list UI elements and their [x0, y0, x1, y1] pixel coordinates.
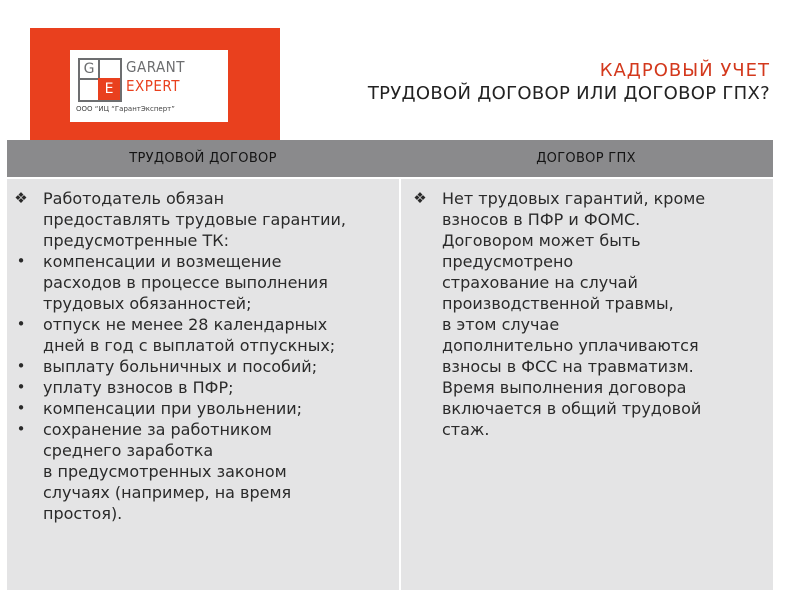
title-line-1: КАДРОВЫЙ УЧЕТ: [599, 60, 770, 81]
logo-panel: [70, 50, 228, 122]
garant-expert-logo: [30, 28, 280, 142]
dot-bullet-icon: •: [16, 357, 26, 375]
logo-word-expert: EXPERT: [126, 77, 180, 95]
list-item: [11, 377, 396, 398]
column-divider: [399, 177, 401, 590]
list-item-text: Нет трудовых гарантий, кроме взносов в ПФР и ФОМС. Договором может быть предусмотрено страхование на случай производственной травмы, в этом случае дополнительно уплачиваются взносы в ФСС на травматизм. Время выполнения договора включается в общий трудовой стаж.: [442, 189, 706, 439]
comparison-table: [7, 140, 773, 590]
list-item-text: уплату взносов в ПФР;: [43, 378, 234, 397]
diamond-bullet-icon: ❖: [413, 189, 427, 207]
dot-bullet-icon: •: [16, 420, 26, 438]
list-item-text: компенсации при увольнении;: [43, 399, 303, 418]
list-item: [11, 356, 396, 377]
list-item: [410, 188, 770, 440]
dot-bullet-icon: •: [16, 378, 26, 396]
list-item: [11, 188, 396, 251]
diamond-bullet-icon: ❖: [14, 189, 28, 207]
header-employment-contract: ТРУДОВОЙ ДОГОВОР: [129, 151, 277, 166]
ge-logo-mark-icon: [78, 58, 122, 102]
logo-letter-e: E: [98, 78, 120, 100]
list-item-text: выплату больничных и пособий;: [43, 357, 318, 376]
logo-company-name: ООО “ИЦ “ГарантЭксперт”: [76, 105, 175, 113]
title-line-2: ТРУДОВОЙ ДОГОВОР ИЛИ ДОГОВОР ГПХ?: [367, 83, 770, 104]
header-divider: [7, 177, 773, 179]
list-item-text: отпуск не менее 28 календарных дней в год с выплатой отпускных;: [43, 315, 336, 355]
list-item-text: сохранение за работником среднего заработка в предусмотренных законом случаях (например, на время простоя).: [43, 420, 292, 523]
table-header: [7, 140, 773, 177]
logo-word-garant: GARANT: [126, 58, 186, 76]
dot-bullet-icon: •: [16, 252, 26, 270]
list-item: [11, 251, 396, 314]
civil-contract-list: [410, 188, 770, 440]
list-item-text: Работодатель обязан предоставлять трудовые гарантии, предусмотренные ТК:: [43, 189, 346, 250]
list-item-text: компенсации и возмещение расходов в процессе выполнения трудовых обязанностей;: [43, 252, 328, 313]
slide-title: [368, 60, 770, 106]
civil-contract-cell: [410, 188, 770, 440]
list-item: [11, 419, 396, 524]
dot-bullet-icon: •: [16, 399, 26, 417]
logo-letter-g: G: [80, 60, 100, 80]
list-item: [11, 314, 396, 356]
list-item: [11, 398, 396, 419]
employment-contract-cell: [11, 188, 396, 524]
header-civil-contract: ДОГОВОР ГПХ: [536, 151, 636, 166]
employment-contract-list: [11, 188, 396, 524]
dot-bullet-icon: •: [16, 315, 26, 333]
